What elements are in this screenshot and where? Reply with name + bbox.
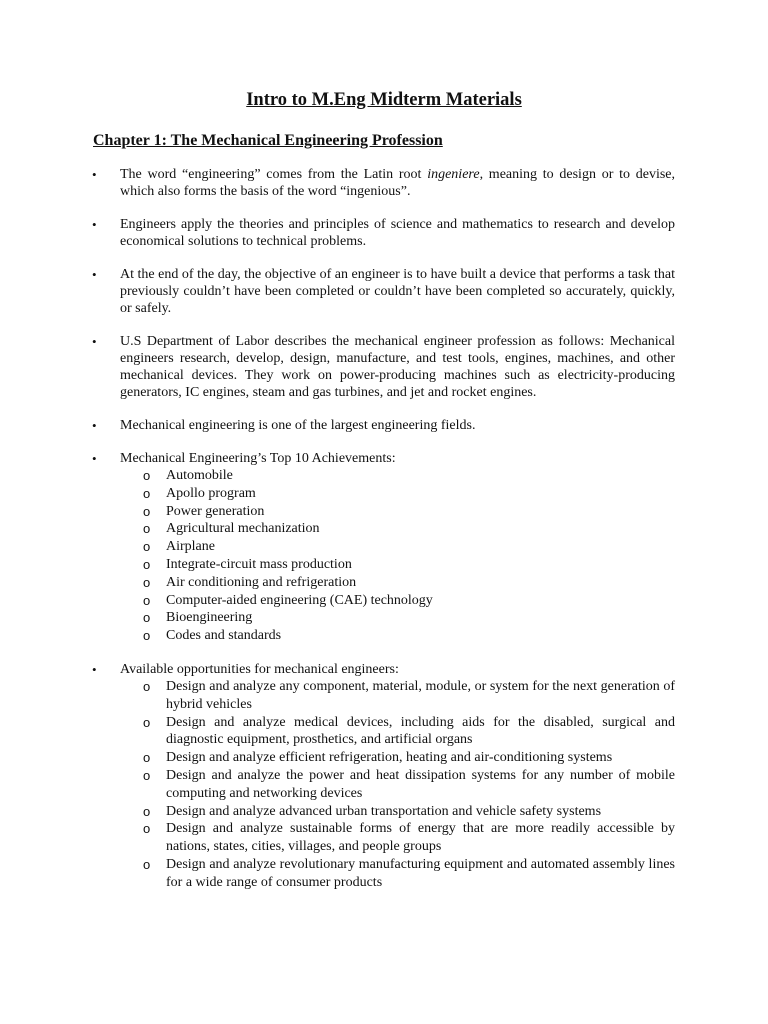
bullet-item [93,266,675,317]
document-title: Intro to M.Eng Midterm Materials [246,90,522,110]
sub-bullet-icon: o [143,678,151,694]
sub-bullet-icon: o [143,610,151,626]
achievements-list [120,467,675,645]
bullet-icon: • [92,217,97,232]
bullet-item [93,216,675,250]
sub-bullet-icon: o [143,521,151,537]
sub-bullet-icon: o [143,714,151,730]
sub-list-item: o Design and analyze advanced urban transportation and vehicle safety systems [143,803,602,819]
sub-list-item: o Airplane [143,539,215,555]
bullet-icon: • [92,334,97,349]
bullet-icon: • [92,267,97,282]
sub-bullet-icon: o [143,821,151,837]
sub-bullet-icon: o [143,628,151,644]
sub-list-item: o Codes and standards [143,628,282,644]
bullet-text: The word “engineering” comes from the Latin root ingeniere, meaning to design or to devise, which also forms the basis of the word “ingenious”. [120,167,676,199]
sub-list-item: o Design and analyze efficient refrigeration, heating and air-conditioning systems [143,750,613,766]
bullet-text: Mechanical engineering is one of the largest engineering fields. [120,418,476,433]
chapter-heading: Chapter 1: The Mechanical Engineering Profession [93,132,443,149]
sub-bullet-icon: o [143,592,151,608]
bullet-icon: • [92,418,97,433]
bullet-text: Engineers apply the theories and principles of science and mathematics to research and develop economical solutions to technical problems. [120,217,675,249]
sub-bullet-icon: o [143,750,151,766]
bullet-icon: • [92,451,97,466]
sub-list-item: o Design and analyze medical devices, including aids for the disabled, surgical and diagnostic equipment, prosthetics, and artificial organs [143,714,675,748]
sub-list-item: o Agricultural mechanization [143,521,320,537]
sub-list-item: o Power generation [143,503,265,519]
opportunities-list [120,678,675,892]
bullet-item [93,166,675,200]
sub-bullet-icon: o [143,539,151,555]
bullet-icon: • [92,167,97,182]
sub-bullet-icon: o [143,767,151,783]
sub-bullet-icon: o [143,468,151,483]
sub-bullet-icon: o [143,856,151,872]
sub-list-item: o Computer-aided engineering (CAE) technology [143,592,433,608]
bullet-text: U.S Department of Labor describes the mechanical engineer profession as follows: Mechanical engineers research, develop, design, manufacture, and test tools, engines, machines, and other mechanical devices. They work on power-producing machines such as electricity-producing generators, IC engines, steam and gas turbines, and jet and rocket engines. [120,334,675,400]
bullet-icon: • [92,661,97,677]
sub-list-item: o Automobile [143,468,233,483]
sub-list-item: o Air conditioning and refrigeration [143,574,357,590]
sub-bullet-icon: o [143,803,151,819]
sub-list-item: o Design and analyze revolutionary manufacturing equipment and automated assembly lines for a wide range of consumer products [143,856,675,890]
sub-list-item: o Design and analyze the power and heat dissipation systems for any number of mobile computing and networking devices [143,767,675,801]
bullet-text: At the end of the day, the objective of an engineer is to have built a device that performs a task that previously couldn’t have been completed or couldn’t have been completed so accurately, quickly, or safely. [120,267,675,316]
sub-bullet-icon: o [143,485,151,501]
bullet-item [93,417,675,434]
sub-bullet-icon: o [143,503,151,519]
bullet-item [93,333,675,401]
sub-list-item: o Integrate-circuit mass production [143,556,352,572]
bullet-item [93,450,675,645]
latin-root-term: ingeniere [427,167,480,182]
sub-bullet-icon: o [143,574,151,590]
sub-list-item: o Design and analyze sustainable forms of energy that are more readily accessible by nations, states, cities, villages, and people groups [143,821,675,855]
bullet-list [93,166,675,892]
sub-list-item: o Apollo program [143,485,256,501]
document-page [93,88,675,908]
bullet-text: Mechanical Engineering’s Top 10 Achievements: [120,451,396,466]
bullet-text: Available opportunities for mechanical engineers: [120,661,399,677]
sub-list-item: o Bioengineering [143,610,253,626]
sub-list-item: o Design and analyze any component, material, module, or system for the next generation of hybrid vehicles [143,678,675,712]
sub-bullet-icon: o [143,556,151,572]
bullet-item [93,661,675,892]
